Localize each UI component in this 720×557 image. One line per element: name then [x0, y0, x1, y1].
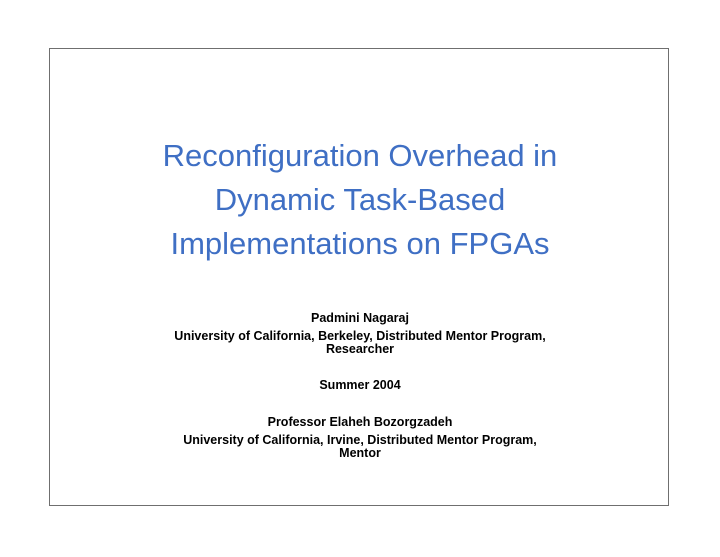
presentation-date: Summer 2004 [319, 378, 401, 392]
author-affiliation-line-1: University of California, Berkeley, Distributed Mentor Program, [174, 329, 546, 343]
author-affiliation-line-2: Researcher [325, 342, 395, 356]
title-line-2: Dynamic Task-Based [214, 182, 506, 217]
mentor-affiliation [50, 434, 670, 460]
author-name: Padmini Nagaraj [311, 311, 409, 325]
title-line-1: Reconfiguration Overhead in [162, 138, 558, 173]
title-line-3: Implementations on FPGAs [170, 226, 550, 261]
mentor-affiliation-line-2: Mentor [339, 446, 381, 460]
slide-title [110, 134, 610, 266]
author-affiliation [50, 330, 670, 356]
slide-frame [49, 48, 669, 506]
mentor-name: Professor Elaheh Bozorgzadeh [267, 415, 453, 429]
mentor-affiliation-line-1: University of California, Irvine, Distributed Mentor Program, [183, 433, 537, 447]
